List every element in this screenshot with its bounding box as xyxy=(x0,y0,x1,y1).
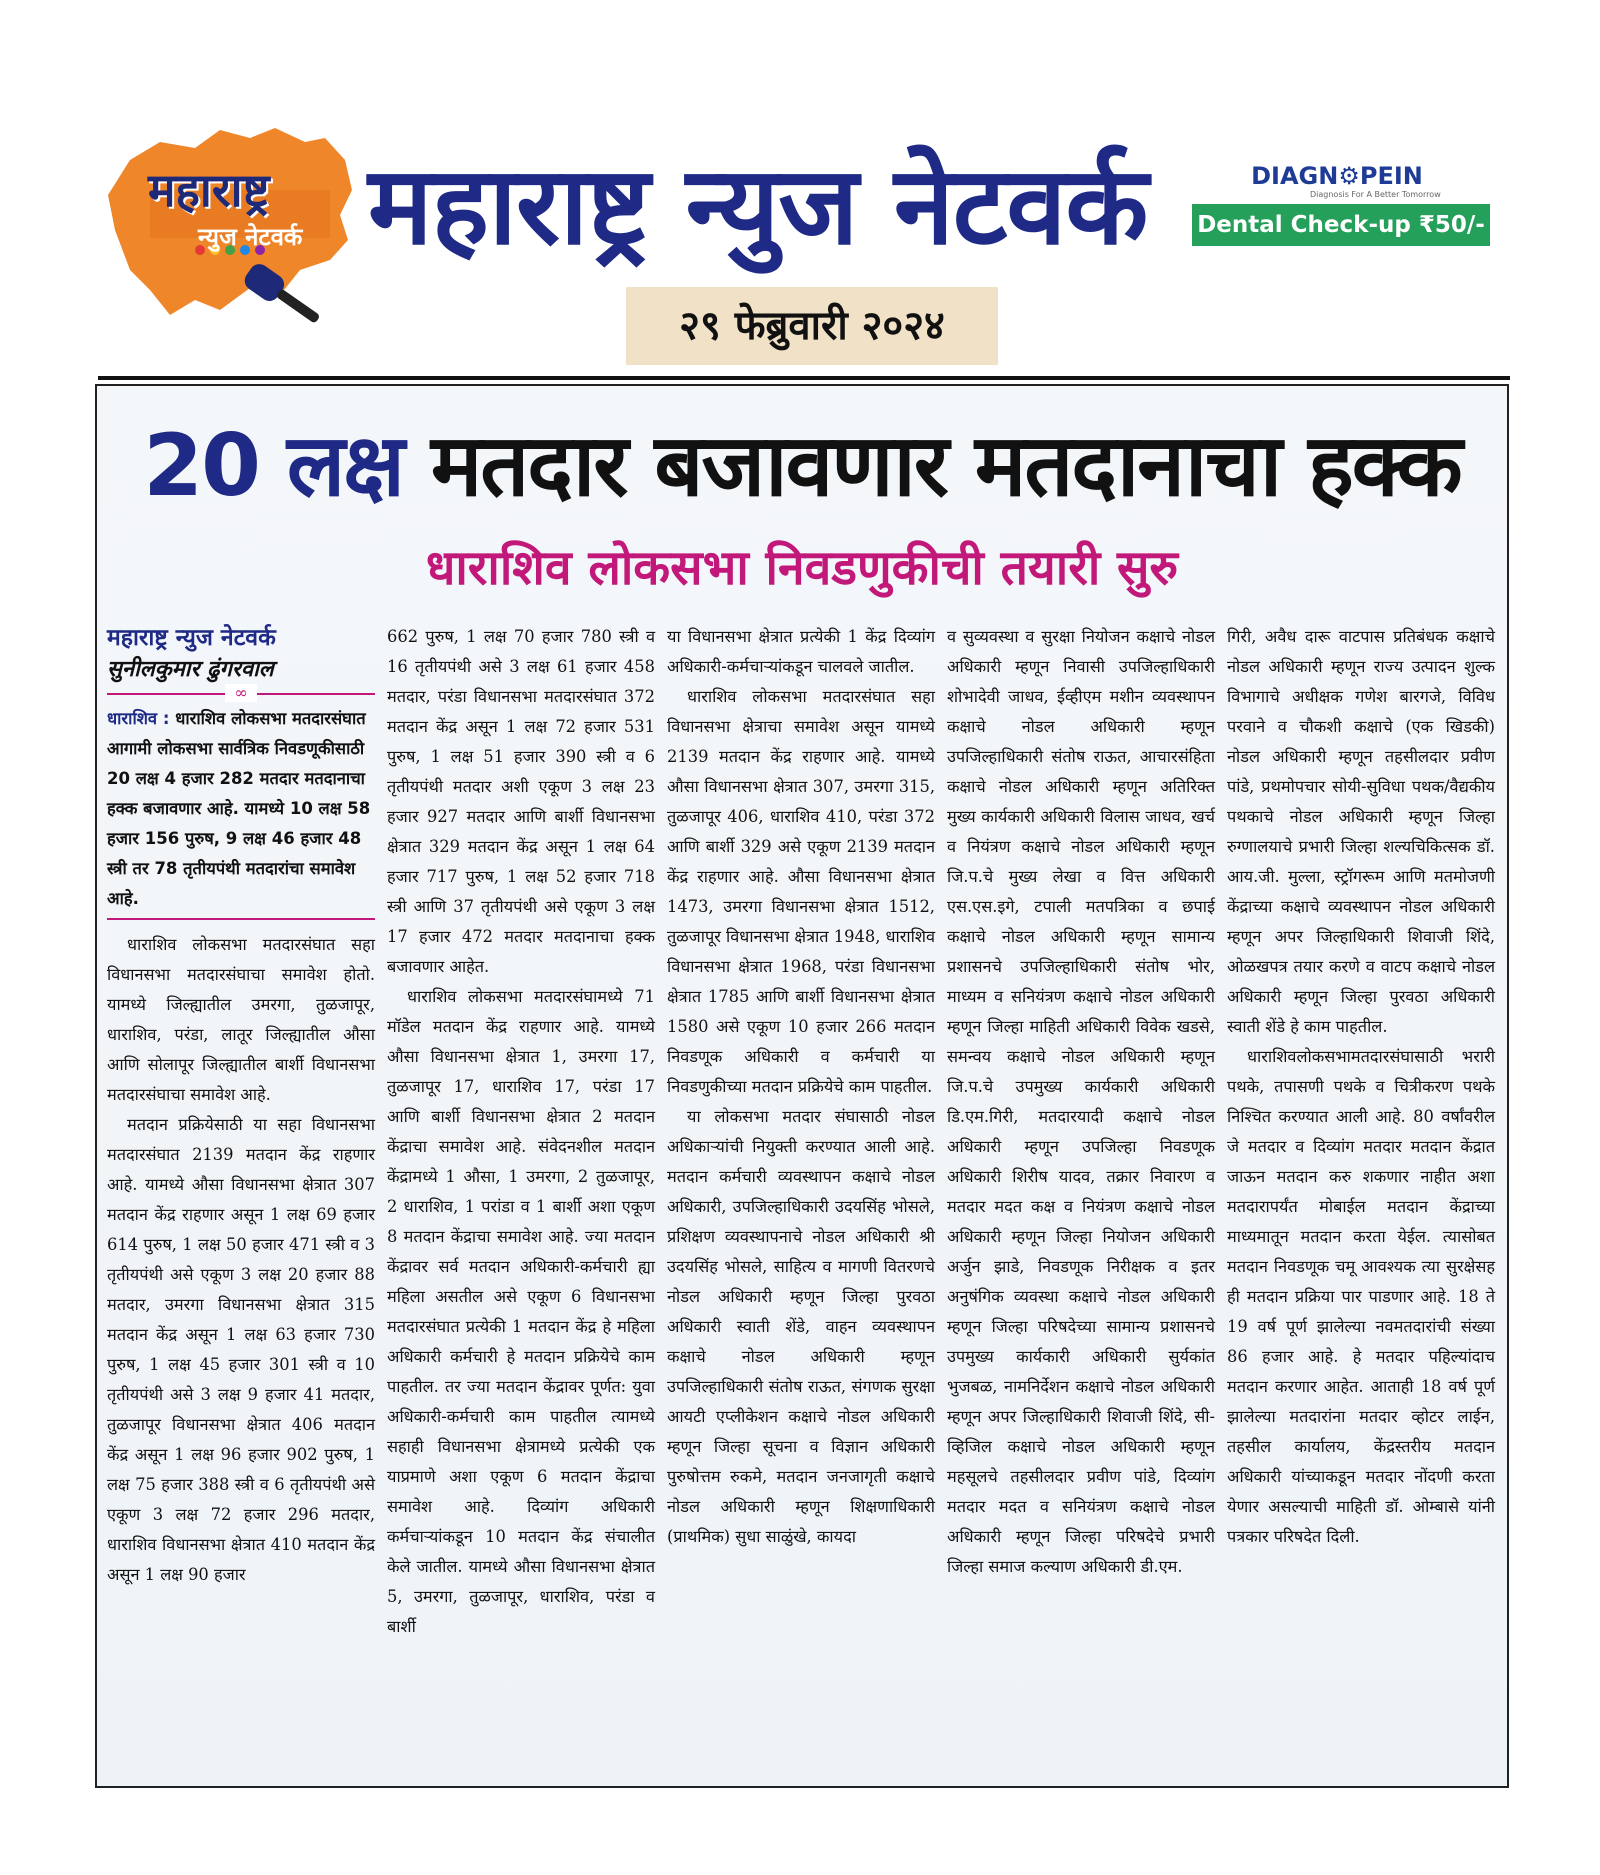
newspaper-title: महाराष्ट्र न्युज नेटवर्क xyxy=(368,144,1148,269)
masthead-divider xyxy=(98,376,1510,380)
ornament-divider: ∞ xyxy=(107,684,375,704)
issue-date: २९ फेब्रुवारी २०२४ xyxy=(626,287,998,365)
column-4 xyxy=(947,622,1215,1582)
logo-subtitle: न्युज नेटवर्क xyxy=(198,223,303,251)
paragraph: गिरी, अवैध दारू वाटपास प्रतिबंधक कक्षाचे नोडल अधिकारी म्हणून राज्य उत्पादन शुल्क विभागाचे अधीक्षक गणेश बारगजे, विविध परवाने व चौकशी कक्षाचे (एक खिडकी) नोडल अधिकारी म्हणून तहसीलदार प्रवीण पांडे, प्रथमोपचार सोयी-सुविधा पथक/वैद्यकीय पथकाचे नोडल अधिकारी म्हणून जिल्हा रुग्णालयाचे प्रभारी जिल्हा शल्यचिकित्सक डॉ. आय.जी. मुल्ला, स्ट्रॉगरूम आणि मतमोजणी केंद्राच्या कक्षाचे व्यवस्थापन नोडल अधिकारी म्हणून अपर जिल्हाधिकारी शिवाजी शिंदे, ओळखपत्र तयार करणे व वाटप कक्षाचे नोडल अधिकारी म्हणून जिल्हा पुरवठा अधिकारी स्वाती शेंडे हे काम पाहतील. xyxy=(1227,627,1495,1036)
paragraph: मतदान प्रक्रियेसाठी या सहा विधानसभा मतदारसंघात 2139 मतदान केंद्र राहणार आहे. यामध्ये औसा विधानसभा क्षेत्रात 307 मतदान केंद्र राहणार असून 1 लक्ष 69 हजार 614 पुरुष, 1 लक्ष 50 हजार 471 स्त्री व 3 तृतीयपंथी असे एकूण 3 लक्ष 20 हजार 88 मतदार, उमरगा विधानसभा क्षेत्रात 315 मतदान केंद्र असून 1 लक्ष 63 हजार 730 पुरुष, 1 लक्ष 45 हजार 301 स्त्री व 10 तृतीयपंथी असे 3 लक्ष 9 हजार 41 मतदार, तुळजापूर विधानसभा क्षेत्रात 406 मतदान केंद्र असून 1 लक्ष 96 हजार 902 पुरुष, 1 लक्ष 75 हजार 388 स्त्री व 6 तृतीयपंथी असे एकूण 3 लक्ष 72 हजार 296 मतदार, धाराशिव विधानसभा क्षेत्रात 410 मतदान केंद्र असून 1 लक्ष 90 हजार xyxy=(107,1115,375,1584)
subheadline: धाराशिव लोकसभा निवडणुकीची तयारी सुरु xyxy=(425,540,1179,596)
column-1 xyxy=(107,622,375,1590)
headline-text: मतदार बजावणार मतदानाचा हक्क xyxy=(430,416,1461,516)
paragraph: धाराशिवलोकसभामतदारसंघासाठी भरारी पथके, तपासणी पथके व चित्रीकरण पथके निश्चित करण्यात आली आहे. 80 वर्षांवरील जे मतदार व दिव्यांग मतदार मतदान केंद्रात जाऊन मतदान करु शकणार नाहीत अशा मतदारापर्यंत मोबाईल मतदान केंद्राच्या माध्यमातून मतदान करता येईल. त्यासोबत मतदान निवडणूक चमू आवश्यक त्या सुरक्षेसह ही मतदान प्रक्रिया पार पाडणार आहे. 18 ते 19 वर्ष पूर्ण झालेल्या नवमतदारांची संख्या 86 हजार आहे. हे मतदार पहिल्यांदाच मतदान करणार आहेत. आताही 18 वर्ष पूर्ण झालेल्या मतदारांना मतदार व्होटर लाईन, तहसील कार्यालय, केंद्रस्तरीय मतदान अधिकारी यांच्याकडून मतदार नोंदणी करता येणार असल्याची माहिती डॉ. ओम्बासे यांनी पत्रकार परिषदेत दिली. xyxy=(1227,1047,1495,1546)
byline-org: महाराष्ट्र न्युज नेटवर्क xyxy=(107,625,276,651)
paragraph: धाराशिव लोकसभा मतदारसंघामध्ये 71 मॉडेल मतदान केंद्र राहणार आहे. यामध्ये औसा विधानसभा क्षेत्रात 1, उमरगा 17, तुळजापूर 17, धाराशिव 17, परंडा 17 आणि बार्शी विधानसभा क्षेत्रात 2 मतदान केंद्राचा समावेश आहे. संवेदनशील मतदान केंद्रामध्ये 1 औसा, 1 उमरगा, 2 तुळजापूर, 2 धाराशिव, 1 परांडा व 1 बार्शी अशा एकूण 8 मतदान केंद्राचा समावेश आहे. ज्या मतदान केंद्रावर सर्व मतदान अधिकारी-कर्मचारी ह्या महिला असतील असे एकूण 6 विधानसभा मतदारसंघात प्रत्येकी 1 मतदान केंद्र हे महिला अधिकारी कर्मचारी हे मतदान प्रक्रियेचे काम पाहतील. तर ज्या मतदान केंद्रावर पूर्णत: युवा अधिकारी-कर्मचारी काम पाहतील त्यामध्ये सहाही विधानसभा क्षेत्रामध्ये प्रत्येकी एक याप्रमाणे अशा एकूण 6 मतदान केंद्राचा समावेश आहे. दिव्यांग अधिकारी कर्मचाऱ्यांकडून 10 मतदान केंद्र संचालीत केले जातील. यामध्ये औसा विधानसभा क्षेत्रात 5, उमरगा, तुळजापूर, धाराशिव, परंडा व बार्शी xyxy=(387,987,655,1636)
article-frame xyxy=(95,384,1509,1788)
ad-brand: DIAGN⚙PEIN xyxy=(1251,162,1423,190)
ad-tagline: Diagnosis For A Better Tomorrow xyxy=(1310,190,1441,199)
masthead xyxy=(0,0,1600,375)
intro-text: धाराशिव लोकसभा मतदारसंघात आगामी लोकसभा सार्वत्रिक निवडणूकीसाठी 20 लक्ष 4 हजार 282 मतदार मतदानाचा हक्क बजावणार आहे. यामध्ये 10 लक्ष 58 हजार 156 पुरुष, 9 लक्ष 46 हजार 48 स्त्री तर 78 तृतीयपंथी मतदारांचा समावेश आहे. xyxy=(107,709,371,908)
paragraph: धाराशिव लोकसभा मतदारसंघात सहा विधानसभा मतदारसंघाचा समावेश होतो. यामध्ये जिल्ह्यातील उमरगा, तुळजापूर, धाराशिव, परंडा, लातूर जिल्ह्यातील औसा आणि सोलापूर जिल्ह्यातील बार्शी विधानसभा मतदारसंघाचा समावेश आहे. xyxy=(107,935,375,1104)
headline-number: 20 लक्ष xyxy=(143,416,403,516)
paragraph: व सुव्यवस्था व सुरक्षा नियोजन कक्षाचे नोडल अधिकारी म्हणून निवासी उपजिल्हाधिकारी शोभादेवी जाधव, ईव्हीएम मशीन व्यवस्थापन कक्षाचे नोडल अधिकारी म्हणून उपजिल्हाधिकारी संतोष राऊत, आचारसंहिता कक्षाचे नोडल अधिकारी म्हणून अतिरिक्त मुख्य कार्यकारी अधिकारी विलास जाधव, खर्च व नियंत्रण कक्षाचे नोडल अधिकारी म्हणून जि.प.चे मुख्य लेखा व वित्त अधिकारी एस.एस.इगे, टपाली मतपत्रिका व छपाई कक्षाचे नोडल अधिकारी म्हणून सामान्य प्रशासनचे उपजिल्हाधिकारी संतोष भोर, माध्यम व सनियंत्रण कक्षाचे नोडल अधिकारी म्हणून जिल्हा माहिती अधिकारी विवेक खडसे, समन्वय कक्षाचे नोडल अधिकारी म्हणून जि.प.चे उपमुख्य कार्यकारी अधिकारी डि.एम.गिरी, मतदारयादी कक्षाचे नोडल अधिकारी म्हणून उपजिल्हा निवडणूक अधिकारी शिरीष यादव, तक्रार निवारण व मतदार मदत कक्ष व नियंत्रण कक्षाचे नोडल अधिकारी म्हणून जिल्हा नियोजन अधिकारी अर्जुन झाडे, निवडणूक निरीक्षक व इतर अनुषंगिक व्यवस्था कक्षाचे नोडल अधिकारी म्हणून जिल्हा परिषदेच्या सामान्य प्रशासनचे उपमुख्य कार्यकारी अधिकारी सुर्यकांत भुजबळ, नामनिर्देशन कक्षाचे नोडल अधिकारी म्हणून अपर जिल्हाधिकारी शिवाजी शिंदे, सी-व्हिजिल कक्षाचे नोडल अधिकारी म्हणून महसूलचे तहसीलदार प्रवीण पांडे, दिव्यांग मतदार मदत व सनियंत्रण कक्षाचे नोडल अधिकारी म्हणून जिल्हा परिषदेचे प्रभारी जिल्हा समाज कल्याण अधिकारी डी.एम. xyxy=(947,627,1215,1576)
column-5 xyxy=(1227,622,1495,1552)
logo-title: महाराष्ट्र xyxy=(148,163,270,217)
ad-offer: Dental Check-up ₹50/- xyxy=(1192,204,1490,246)
newspaper-logo xyxy=(100,120,360,325)
headline xyxy=(97,404,1507,521)
byline-author: सुनीलकुमार ढुंगरवाल xyxy=(107,656,274,682)
column-3 xyxy=(667,622,935,1552)
paragraph: या लोकसभा मतदार संघासाठी नोडल अधिकाऱ्यांची नियुक्ती करण्यात आली आहे. मतदान कर्मचारी व्यवस्थापन कक्षाचे नोडल अधिकारी, उपजिल्हाधिकारी उदयसिंह भोसले, प्रशिक्षण व्यवस्थापनाचे नोडल अधिकारी श्री उदयसिंह भोसले, साहित्य व मागणी वितरणचे नोडल अधिकारी म्हणून जिल्हा पुरवठा अधिकारी स्वाती शेंडे, वाहन व्यवस्थापन कक्षाचे नोडल अधिकारी म्हणून उपजिल्हाधिकारी संतोष राऊत, संगणक सुरक्षा आयटी एप्लीकेशन कक्षाचे नोडल अधिकारी म्हणून जिल्हा सूचना व विज्ञान अधिकारी पुरुषोत्तम रुकमे, मतदान जनजागृती कक्षाचे नोडल अधिकारी म्हणून शिक्षणाधिकारी (प्राथमिक) सुधा साळुंखे, कायदा xyxy=(667,1107,935,1546)
paragraph: या विधानसभा क्षेत्रात प्रत्येकी 1 केंद्र दिव्यांग अधिकारी-कर्मचाऱ्यांकडून चालवले जातील. xyxy=(667,627,935,676)
intro-separator xyxy=(107,918,375,920)
paragraph: धाराशिव लोकसभा मतदारसंघात सहा विधानसभा क्षेत्राचा समावेश असून यामध्ये 2139 मतदान केंद्र राहणार आहे. यामध्ये औसा विधानसभा क्षेत्रात 307, उमरगा 315, तुळजापूर 406, धाराशिव 410, परंडा 372 आणि बार्शी 329 असे एकूण 2139 मतदान केंद्र राहणार आहे. औसा विधानसभा क्षेत्रात 1473, उमरगा विधानसभा क्षेत्रात 1512, तुळजापूर विधानसभा क्षेत्रात 1948, धाराशिव विधानसभा क्षेत्रात 1968, परंडा विधानसभा क्षेत्रात 1785 आणि बार्शी विधानसभा क्षेत्रात 1580 असे एकूण 10 हजार 266 मतदान निवडणूक अधिकारी व कर्मचारी या निवडणुकीच्या मतदान प्रक्रियेचे काम पाहतील. xyxy=(667,687,935,1096)
advertisement[interactable] xyxy=(1192,162,1492,250)
column-2 xyxy=(387,622,655,1642)
paragraph: 662 पुरुष, 1 लक्ष 70 हजार 780 स्त्री व 16 तृतीयपंथी असे 3 लक्ष 61 हजार 458 मतदार, परंडा विधानसभा मतदारसंघात 372 मतदान केंद्र असून 1 लक्ष 72 हजार 531 पुरुष, 1 लक्ष 51 हजार 390 स्त्री व 6 तृतीयपंथी मतदार अशी एकूण 3 लक्ष 23 हजार 927 मतदार आणि बार्शी विधानसभा क्षेत्रात 329 मतदान केंद्र असून 1 लक्ष 64 हजार 717 पुरुष, 1 लक्ष 52 हजार 718 स्त्री आणि 37 तृतीयपंथी असे एकूण 3 लक्ष 17 हजार 472 मतदार मतदानाचा हक्क बजावणार आहेत. xyxy=(387,627,655,976)
intro-paragraph xyxy=(107,704,375,914)
intro-dateline: धाराशिव : xyxy=(107,709,170,728)
